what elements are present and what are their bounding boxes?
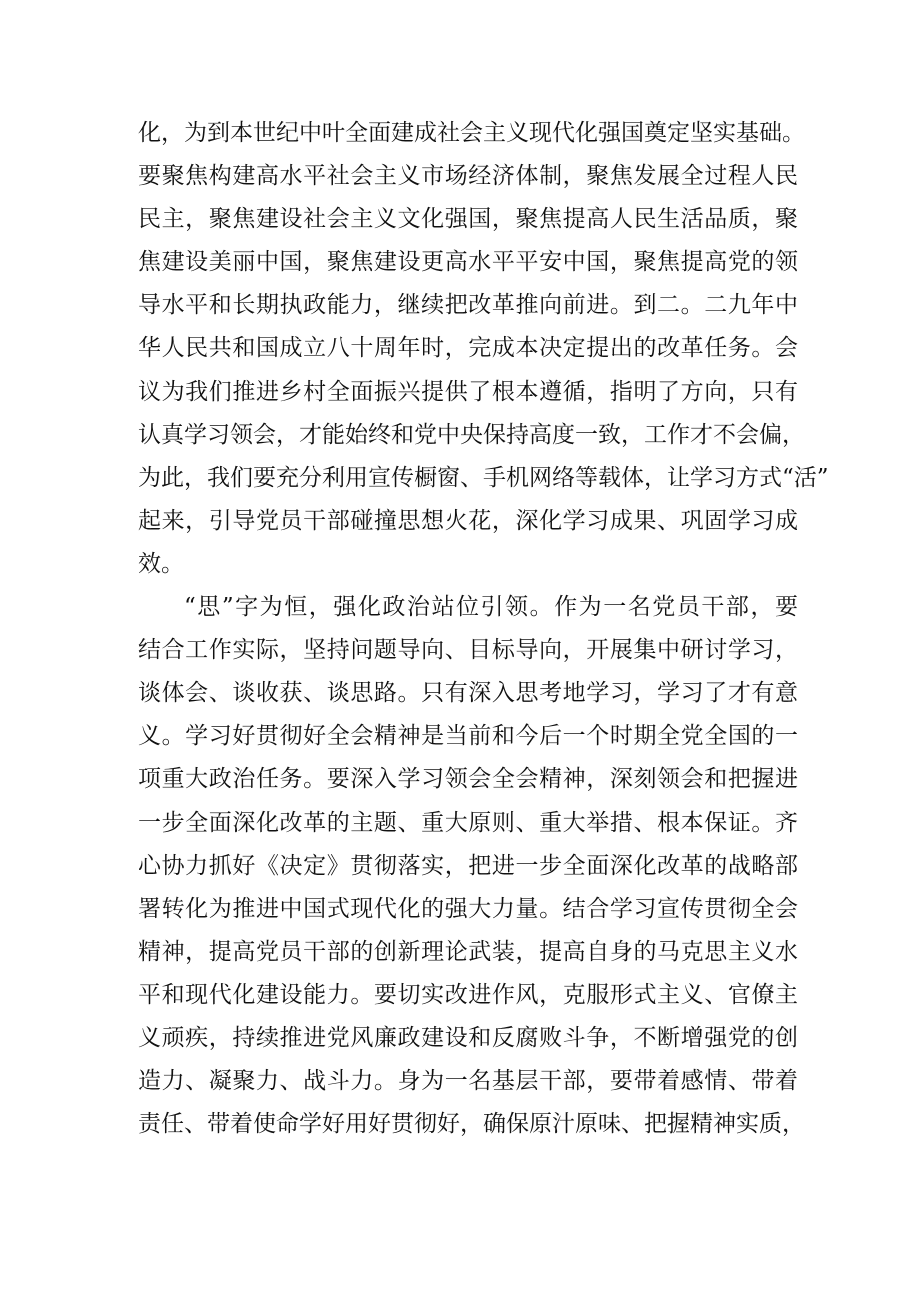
text-line: 效。 — [138, 550, 184, 577]
paragraph-1 — [138, 112, 829, 586]
text-line: 要聚焦构建高水平社会主义市场经济体制，聚焦发展全过程人民 — [138, 163, 798, 190]
text-line: 华人民共和国成立八十周年时，完成本决定提出的改革任务。会 — [138, 335, 798, 362]
text-line: 结合工作实际，坚持问题导向、目标导向，开展集中研讨学习， — [138, 637, 798, 664]
text-line: 义顽疾，持续推进党风廉政建设和反腐败斗争，不断增强党的创 — [138, 1024, 798, 1051]
text-line: 责任、带着使命学好用好贯彻好，确保原汁原味、把握精神实质， — [138, 1111, 805, 1138]
text-line: 起来，引导党员干部碰撞思想火花，深化学习成果、巩固学习成 — [138, 507, 798, 534]
text-line: “思”字为恒，强化政治站位引领。作为一名党员干部，要 — [184, 594, 798, 621]
text-line: 精神，提高党员干部的创新理论武装，提高自身的马克思主义水 — [138, 938, 798, 965]
text-line: 焦建设美丽中国，聚焦建设更高水平平安中国，聚焦提高党的领 — [138, 249, 798, 276]
text-line: 一步全面深化改革的主题、重大原则、重大举措、根本保证。齐 — [138, 809, 798, 836]
text-line: 心协力抓好《决定》贯彻落实，把进一步全面深化改革的战略部 — [138, 852, 798, 879]
text-line: 谈体会、谈收获、谈思路。只有深入思考地学习，学习了才有意 — [138, 680, 798, 707]
text-line: 项重大政治任务。要深入学习领会全会精神，深刻领会和把握进 — [138, 766, 798, 793]
text-line: 平和现代化建设能力。要切实改进作风，克服形式主义、官僚主 — [138, 981, 798, 1008]
text-line: 认真学习领会，才能始终和党中央保持高度一致，工作才不会偏， — [138, 421, 805, 448]
paragraph-2 — [138, 586, 805, 1146]
text-line: 化，为到本世纪中叶全面建成社会主义现代化强国奠定坚实基础。 — [138, 120, 805, 146]
body-text — [138, 112, 829, 1146]
text-line: 导水平和长期执政能力，继续把改革推向前进。到二。二九年中 — [138, 292, 798, 319]
text-line: 造力、凝聚力、战斗力。身为一名基层干部，要带着感情、带着 — [138, 1068, 798, 1095]
text-line: 义。学习好贯彻好全会精神是当前和今后一个时期全党全国的一 — [138, 723, 798, 750]
text-line: 民主，聚焦建设社会主义文化强国，聚焦提高人民生活品质，聚 — [138, 206, 798, 233]
text-line: 议为我们推进乡村全面振兴提供了根本遵循，指明了方向，只有 — [138, 378, 798, 405]
text-line: 为此，我们要充分利用宣传橱窗、手机网络等载体，让学习方式“活” — [138, 464, 829, 491]
text-line: 署转化为推进中国式现代化的强大力量。结合学习宣传贯彻全会 — [138, 895, 798, 922]
